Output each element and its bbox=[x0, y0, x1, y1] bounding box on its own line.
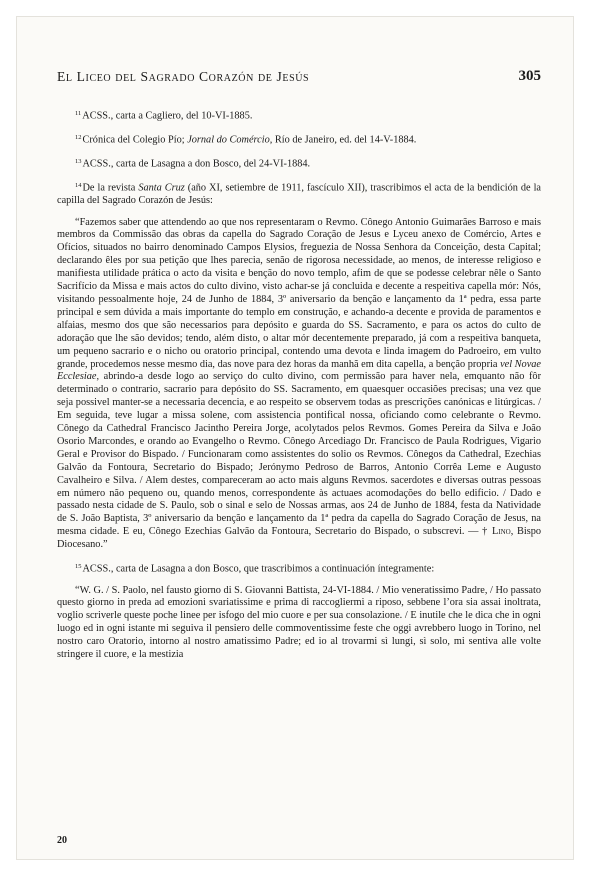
footnote-text: Río de Janeiro, ed. del 14-V-1884. bbox=[272, 134, 417, 146]
quote-text: abrindo-a desde logo ao serviço do culto divino, com permissão para haver nela, emquanto não fôr determinado o contrario, sacrario para depósito do SS. Sacramento, em quaesquer occasiões precisas; una vez que seja possivel manter-se a necessaria decencia, e ao respeito se observem todas as prescrições canónicas e litúrgicas. / Em seguida, teve lugar a missa solene, com assistencia pontifical nossa, oficiando como celebrante o Revmo. Cônego da Cathedral Francisco Jacintho Pereira Jorge, acolytados pelos Revmos. Gomes Pereira da Silva e João Osorio Marcondes, e orando ao Evangelho o Revmo. Cônego Arcediago Dr. Francisco de Paula Rodrigues, Vigario Geral e Provisor do Bispado. / Funcionaram como assistentes do solio os Revmos. Cônegos da Cathedral, Ezechias Galvão da Fontoura, Secretario do Bispado; Jerónymo Pedroso de Barros, Antonio Corrêa Leme e Augusto Cavalheiro e Silva. / Alem destes, compareceram ao acto mais alguns Revmos. sacerdotes e diversas outras pessoas em número não pequeno ou, quando menos, correspondente às actuaes acomodações do bello edificio. / Dado e passado nesta cidade de S. Paulo, sob o sinal e selo de Nossas armas, aos 24 de Junho de 1884, festa da Natividade de S. João Baptista, 3º aniversario da benção e lançamento da 1ª pedra da capella do Sagrado Coração de Jesus, na mesma cidade. E eu, Cônego Ezechias Galvão da Fontoura, Secretario do Bispado, o subscrevi. — † bbox=[57, 371, 541, 538]
footnote-number: 14 bbox=[75, 181, 82, 189]
footnote-text: (año XI, setiembre de 1911, fascículo XII), trascribimos el acta de la bendición de la capilla del Sagrado Corazón de Jesús: bbox=[57, 182, 542, 207]
footnote-14 bbox=[57, 180, 541, 208]
quote-signature: Lino, bbox=[492, 526, 514, 538]
quoted-document-portuguese bbox=[57, 217, 541, 553]
footnote-text: ACSS., carta de Lasagna a don Bosco, que trascribimos a continuación íntegramente: bbox=[82, 563, 435, 575]
page-body bbox=[57, 108, 541, 670]
page-number: 305 bbox=[518, 68, 541, 84]
quote-text: “Fazemos saber que attendendo ao que nos representaram o Revmo. Cônego Antonio Guimarães Barroso e mais membros da Commissão das obras da capella do Sagrado Coração de Jesus e Lyceu anexo de Comércio, Artes e Ofícios, situados no bairro denominado Campos Elysios, freguezia de Nossa Senhora da Conceição, desta Capital; declarando êles por sua petição que lhes parecia, senão de rigorosa necessidade, ao menos, de interesse religioso e manifiesta utilidade prática o acto da visita e benção do novo templo, afim de que se podesse celebrar nêle o Santo Sacrifício da Missa e mais actos do culto divino, visto achar-se já concluida e decente a respeitiva capella mór: Nós, visitando pessoalmente hoje, 24 de Junho de 1884, 3º aniversario da benção e lançamento da 1ª pedra, essa parte principal e sem dúvida a mais importante do templo em construção, e achando-a decente e provida de paramentos e alfaias, mesmo dos que são necessarios para depósito e guarda do SS. Sacramento, e para os actos do culto de adoração que lhe são devidos; tendo, além disto, o altar mór decentemente preparado, já com a respeitiva banqueta, um pequeno sacrario e o nicho ou oratorio principal, contendo uma devota e linda imagem do Padroeiro, em vulto grande, procedemos nesse mesmo dia, das nove para dez horas da manhã em dita capella, a benção propria bbox=[57, 216, 541, 370]
page-header bbox=[57, 69, 541, 89]
footnote-text: ACSS., carta a Cagliero, del 10-VI-1885. bbox=[82, 110, 253, 122]
footnote-number: 15 bbox=[75, 562, 82, 570]
footnote-12 bbox=[57, 132, 541, 147]
footnote-text: Crónica del Colegio Pío; bbox=[82, 134, 188, 146]
footnote-number: 12 bbox=[75, 133, 82, 141]
footnote-15 bbox=[57, 561, 541, 576]
footnote-13 bbox=[57, 156, 541, 171]
footnote-11 bbox=[57, 108, 541, 123]
quote-italic-latin: vel Novae Ecclesiae, bbox=[57, 358, 541, 383]
quoted-letter-italian: “W. G. / S. Paolo, nel fausto giorno di S. Giovanni Battista, 24-VI-1884. / Mio veneratissimo Padre, / Ho passato questo giorno in preda ad emozioni svariatissime e prima di raccogliermi a riposo, sebbene l’ora sia assai inoltrata, voglio scriverle queste poche linee per isfogo del mio cuore e per sua consolazione. / E inutile che le dica che in ogni luogo ed in ogni istante mi seguiva il pensiero delle commoventissime feste che oggi avrebbero luogo in Torino, nel nostro caro Oratorio, intorno al nostro amatissimo Padre; ed io al trovarmi sì lungi, sì solo, mi sentiva alle volte stringere il cuore, e la mestizia bbox=[57, 584, 541, 661]
footnote-italic-title: Jornal do Comércio, bbox=[187, 134, 273, 146]
running-head: El Liceo del Sagrado Corazón de Jesús bbox=[57, 69, 310, 84]
footnote-number: 11 bbox=[75, 110, 82, 117]
quote-text: Bispo Diocesano.” bbox=[57, 526, 542, 551]
footnote-text: De la revista bbox=[82, 182, 139, 194]
footnote-number: 13 bbox=[75, 157, 82, 165]
footer-page-number: 20 bbox=[57, 835, 67, 846]
footnote-italic-title: Santa Cruz bbox=[138, 182, 185, 194]
footnote-text: ACSS., carta de Lasagna a don Bosco, del 24-VI-1884. bbox=[82, 158, 311, 170]
page-sheet bbox=[17, 17, 573, 859]
